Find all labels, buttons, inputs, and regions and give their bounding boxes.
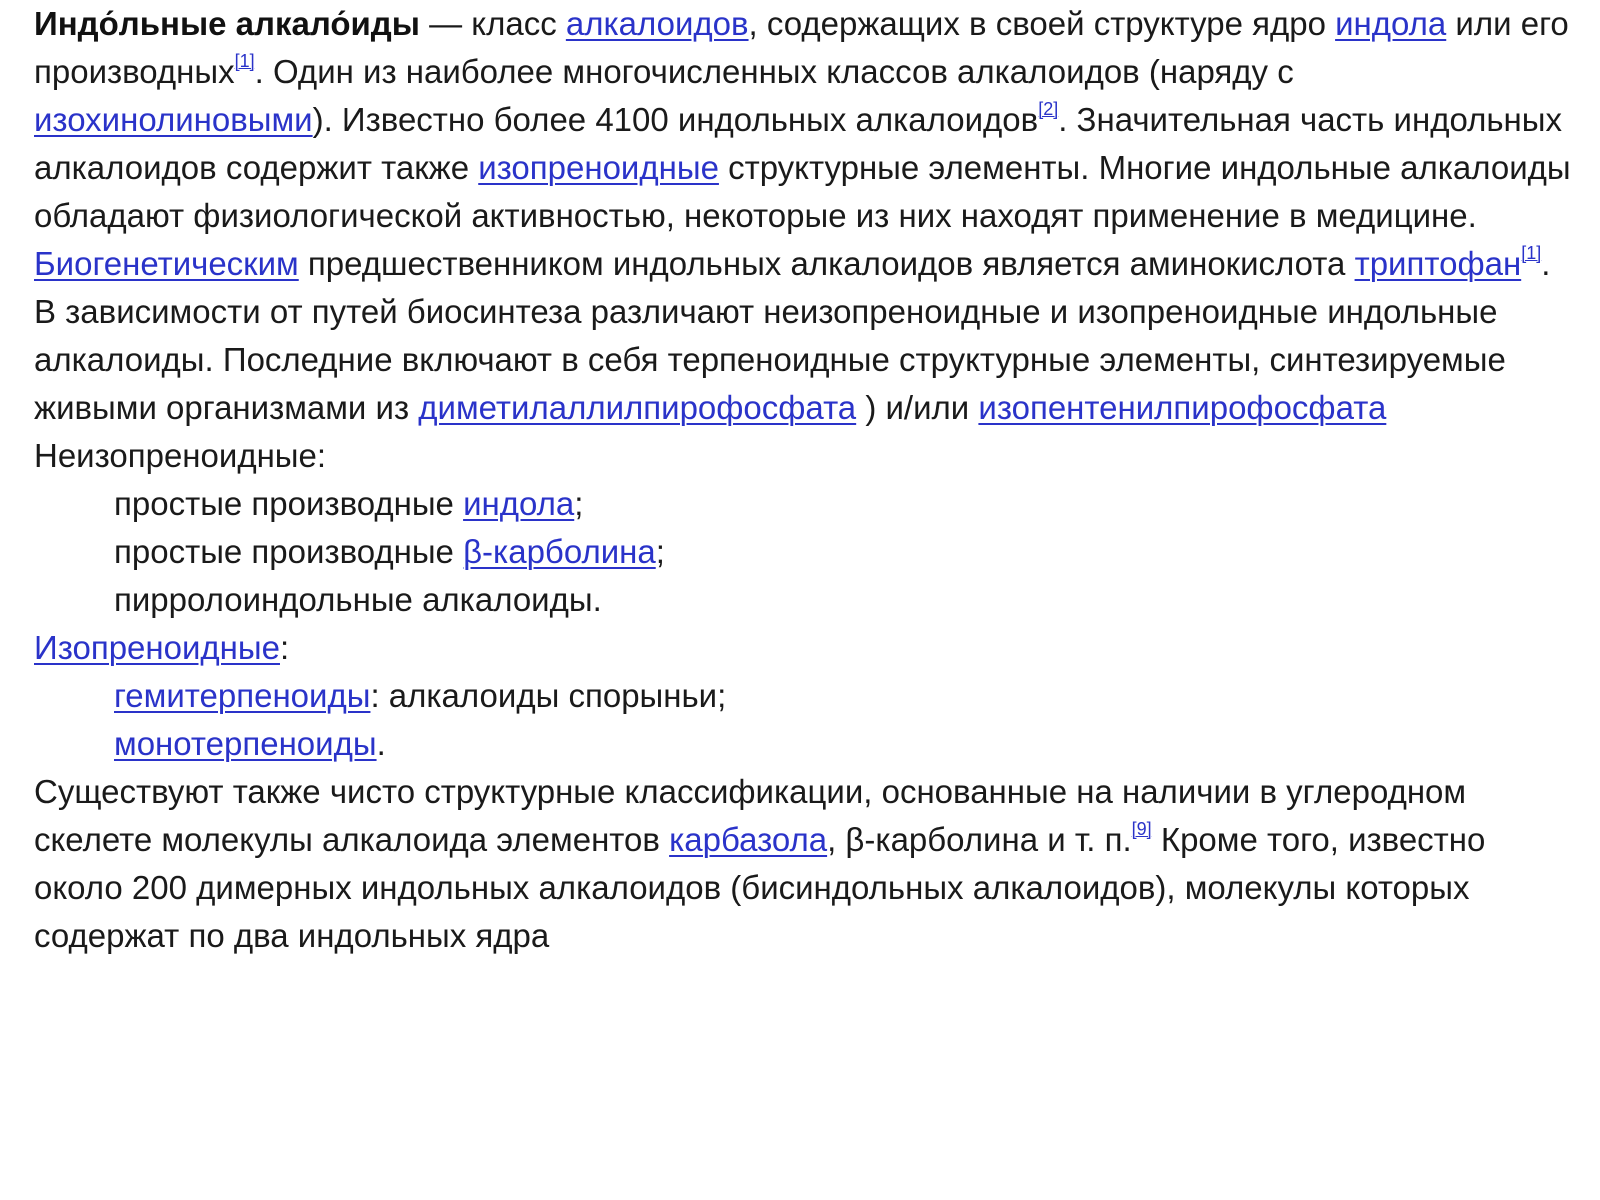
text: . bbox=[376, 725, 386, 762]
link-beta-carboline[interactable]: β-карболина bbox=[463, 533, 656, 570]
list-item bbox=[34, 480, 1574, 528]
link-indole-list[interactable]: индола bbox=[463, 485, 575, 522]
text: ; bbox=[574, 485, 584, 522]
reference-9 bbox=[1132, 819, 1152, 839]
reference-link-2[interactable]: [2] bbox=[1038, 99, 1059, 119]
reference-2 bbox=[1038, 99, 1058, 119]
link-isopentenyl-pyrophosphate[interactable]: изопентенилпирофосфата bbox=[978, 389, 1387, 426]
link-isoquinoline[interactable]: изохинолиновыми bbox=[34, 101, 313, 138]
link-carbazole[interactable]: карбазола bbox=[669, 821, 828, 858]
text: , содержащих в своей структуре ядро bbox=[748, 5, 1336, 42]
text: простые производные bbox=[114, 533, 464, 570]
article-title: Индо́льные алкало́иды bbox=[34, 5, 420, 42]
text: предшественником индольных алкалоидов является аминокислота bbox=[298, 245, 1355, 282]
nonisoprenoid-heading: Неизопреноидные: bbox=[34, 437, 327, 474]
intro-paragraph bbox=[34, 0, 1574, 288]
text: простые производные bbox=[114, 485, 464, 522]
link-alkaloids[interactable]: алкалоидов bbox=[565, 5, 749, 42]
text: ) и/или bbox=[856, 389, 979, 426]
link-indole[interactable]: индола bbox=[1335, 5, 1447, 42]
text: , β-карболина и т. п. bbox=[827, 821, 1132, 858]
text: : bbox=[279, 629, 290, 666]
isoprenoid-heading bbox=[34, 624, 1574, 672]
text: или его производных bbox=[34, 5, 1569, 90]
reference-1 bbox=[235, 51, 255, 71]
reference-link-9[interactable]: [9] bbox=[1131, 819, 1152, 839]
text: ; bbox=[655, 533, 665, 570]
reference-1 bbox=[1521, 243, 1541, 263]
text: . Значительная часть индольных алкалоидов содержит также bbox=[34, 101, 1562, 186]
reference-link-1[interactable]: [1] bbox=[234, 51, 255, 71]
link-tryptophan[interactable]: триптофан bbox=[1354, 245, 1522, 282]
biosynthesis-paragraph bbox=[34, 288, 1574, 432]
list-item bbox=[34, 528, 1574, 576]
text: структурные элементы. Многие индольные алкалоиды обладают физиологической активностью, некоторые из них находят применение в медицине. bbox=[34, 149, 1571, 234]
text: . bbox=[1541, 245, 1551, 282]
text: — класс bbox=[419, 5, 566, 42]
link-biogenetic[interactable]: Биогенетическим bbox=[34, 245, 299, 282]
text: ). Известно более 4100 индольных алкалоидов bbox=[312, 101, 1039, 138]
list-item: пирролоиндольные алкалоиды. bbox=[114, 581, 602, 618]
text: Кроме того, известно около 200 димерных индольных алкалоидов (бисиндольных алкалоидов), молекулы которых содержат по два индольных ядра bbox=[34, 821, 1486, 954]
list-item bbox=[34, 720, 1574, 768]
text: Существуют также чисто структурные классификации, основанные на наличии в углеродном скелете молекулы алкалоида элементов bbox=[34, 773, 1467, 858]
link-isoprenoid[interactable]: изопреноидные bbox=[478, 149, 719, 186]
classification-paragraph bbox=[34, 768, 1574, 960]
text: В зависимости от путей биосинтеза различают неизопреноидные и изопреноидные индольные алкалоиды. Последние включают в себя терпеноидные структурные элементы, синтезируемые живыми организмами из bbox=[34, 293, 1506, 426]
link-isoprenoid-heading[interactable]: Изопреноидные bbox=[34, 629, 280, 666]
reference-link-1[interactable]: [1] bbox=[1521, 243, 1542, 263]
link-hemiterpenoids[interactable]: гемитерпеноиды bbox=[114, 677, 371, 714]
list-item bbox=[34, 672, 1574, 720]
link-monoterpenoids[interactable]: монотерпеноиды bbox=[114, 725, 377, 762]
article-body bbox=[34, 0, 1574, 960]
link-dimethylallyl-pyrophosphate[interactable]: диметилаллилпирофосфата bbox=[418, 389, 857, 426]
text: . Один из наиболее многочисленных классов алкалоидов (наряду с bbox=[254, 53, 1294, 90]
text: : алкалоиды спорыньи; bbox=[370, 677, 727, 714]
